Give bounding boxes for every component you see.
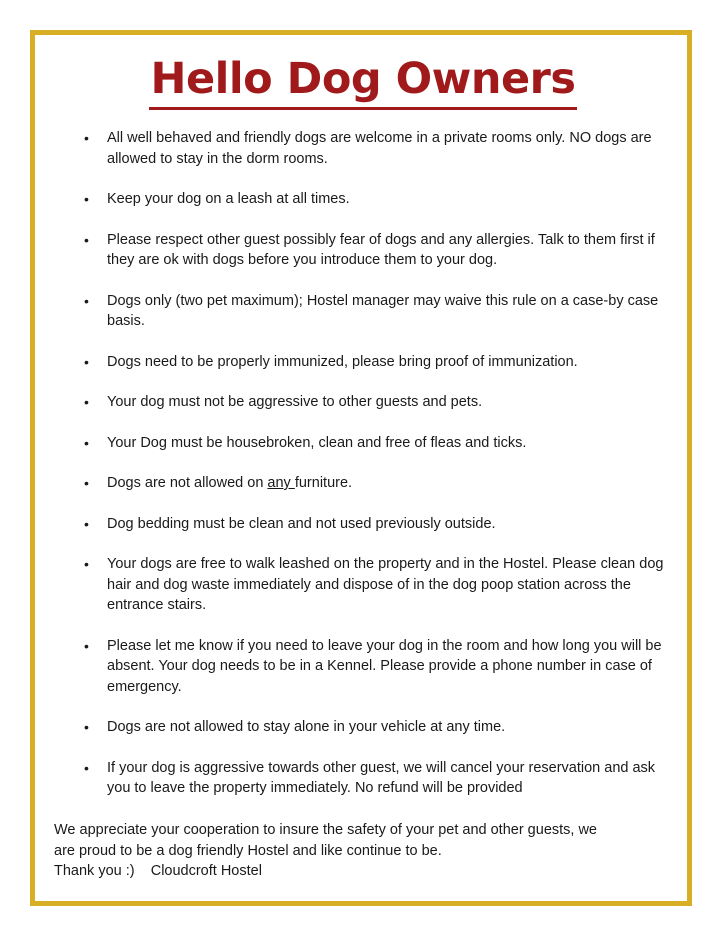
bullet-icon: • (84, 353, 89, 370)
list-item (80, 514, 670, 535)
rule-text: Dogs are not allowed to stay alone in your vehicle at any time. (107, 719, 506, 735)
bullet-icon: • (84, 130, 89, 146)
bullet-icon: • (84, 556, 89, 572)
page-title (0, 52, 726, 110)
closing-message (54, 820, 674, 882)
sign-off (54, 861, 674, 882)
bullet-icon: • (84, 515, 89, 532)
signature: Cloudcroft Hostel (150, 863, 262, 879)
list-item (80, 473, 670, 494)
list-item (80, 189, 670, 210)
closing-line: We appreciate your cooperation to insure the safety of your pet and other guests, we (54, 822, 597, 838)
rules-list (80, 128, 670, 819)
rule-text-after: furniture. (294, 475, 353, 491)
list-item (80, 128, 670, 169)
bullet-icon: • (84, 637, 89, 654)
bullet-icon: • (84, 475, 89, 491)
bullet-icon: • (84, 191, 89, 207)
list-item (80, 554, 670, 616)
bullet-icon: • (84, 292, 89, 309)
list-item (80, 392, 670, 413)
rule-text: Please respect other guest possibly fear of dogs and any allergies. Talk to them first if they are ok with dogs before you introduce them to your dog. (107, 231, 655, 268)
closing-line: are proud to be a dog friendly Hostel and like continue to be. (54, 842, 442, 859)
list-item (80, 352, 670, 373)
rule-text: Your dog must not be aggressive to other guests and pets. (107, 394, 483, 410)
list-item (80, 636, 670, 698)
list-item (80, 758, 670, 799)
rule-text-underlined: any (267, 475, 295, 491)
bullet-icon: • (84, 231, 89, 248)
bullet-icon: • (84, 759, 89, 776)
rule-text: Dogs only (two pet maximum); Hostel manager may waive this rule on a case-by case basis. (107, 292, 659, 329)
rule-text: If your dog is aggressive towards other guest, we will cancel your reservation and ask you to leave the property immediately. No refund will be provided (107, 759, 656, 796)
bullet-icon: • (84, 394, 89, 410)
list-item (80, 291, 670, 332)
list-item (80, 230, 670, 271)
rule-text: Dogs need to be properly immunized, please bring proof of immunization. (107, 353, 578, 370)
rule-text: Keep your dog on a leash at all times. (107, 191, 350, 207)
bullet-icon: • (84, 719, 89, 735)
rule-text: Dog bedding must be clean and not used previously outside. (107, 515, 496, 532)
rule-text: Your Dog must be housebroken, clean and free of fleas and ticks. (107, 434, 527, 451)
rule-text: Your dogs are free to walk leashed on the property and in the Hostel. Please clean dog hair and dog waste immediately and dispose of in the dog poop station across the entrance stairs. (107, 556, 664, 613)
bullet-icon: • (84, 434, 89, 451)
list-item (80, 433, 670, 454)
rule-text-before: Dogs are not allowed on (107, 475, 268, 491)
list-item (80, 717, 670, 738)
rule-text: All well behaved and friendly dogs are welcome in a private rooms only. NO dogs are allowed to stay in the dorm rooms. (107, 130, 652, 167)
page-title-text: Hello Dog Owners (149, 52, 578, 110)
thanks-text: Thank you :) (54, 863, 135, 879)
rule-text: Please let me know if you need to leave your dog in the room and how long you will be absent. Your dog needs to be in a Kennel. Please provide a phone number in case of emergency. (107, 637, 662, 695)
